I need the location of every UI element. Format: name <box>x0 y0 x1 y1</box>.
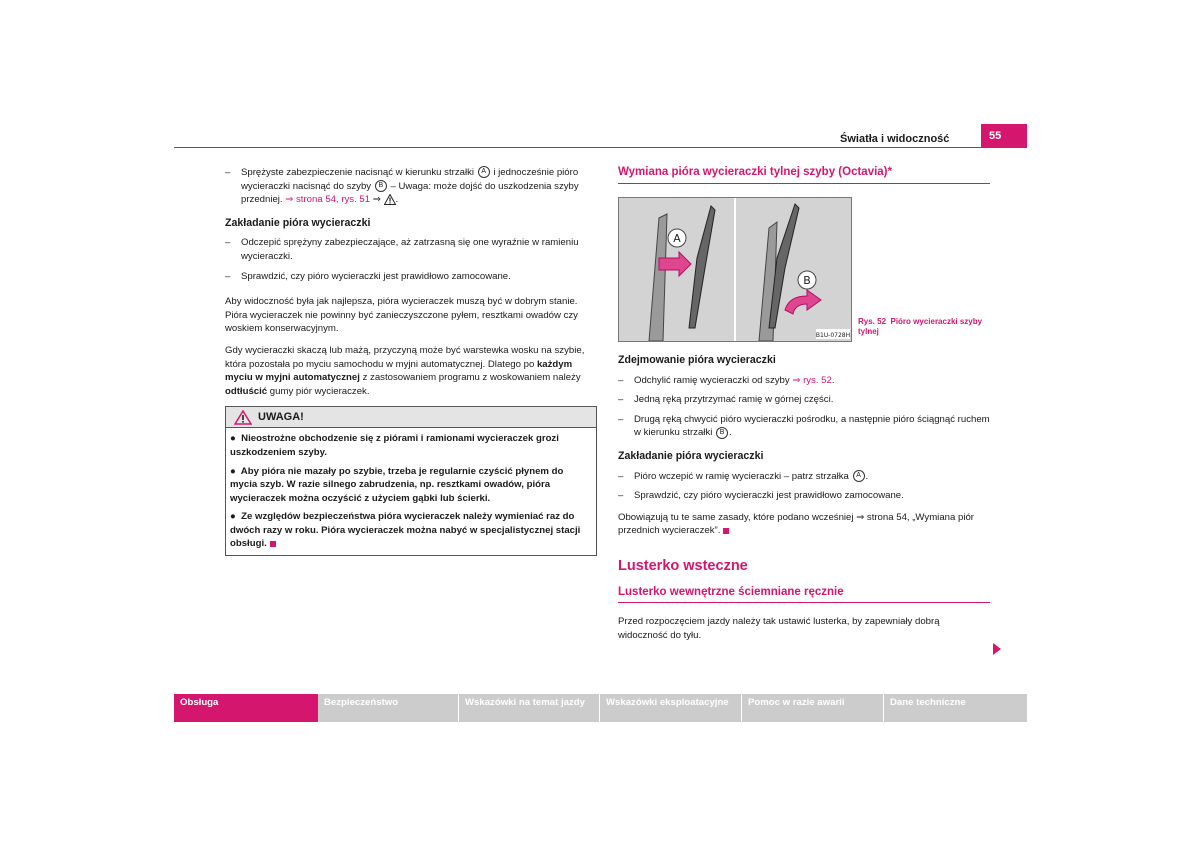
figure-caption <box>858 317 998 337</box>
wiper-illustration <box>619 198 851 341</box>
text: i jednocześnie pióro wycieraczki nacisnąć do szyby <box>241 167 579 192</box>
left-column <box>225 166 597 556</box>
warning-item: ● Ze względów bezpieczeństwa pióra wycieraczek należy wymieniać raz do dwóch razy w roku. Pióra wycieraczek można nabyć w specjalistycznej stacji obsługi. <box>230 511 581 550</box>
text: gumy piór wycieraczek. <box>269 385 370 397</box>
paragraph: Przed rozpoczęciem jazdy należy tak ustawić lusterka, by zapewniały dobrą widoczność do tyłu. <box>618 616 940 641</box>
footer-tab-pomoc[interactable]: Pomoc w razie awarii <box>742 694 883 722</box>
header-rule <box>174 147 1027 148</box>
end-marker <box>723 528 729 534</box>
caption-number: Rys. 52 <box>858 317 887 326</box>
text: Drugą ręką chwycić pióro wycieraczki pośrodku, a następnie pióro ściągnąć ruchem w kierunku strzałki <box>634 413 990 439</box>
footer-tab-bezpieczenstwo[interactable]: Bezpieczeństwo <box>318 694 458 722</box>
figure-code: B1U-0728H <box>815 332 851 339</box>
paragraph <box>225 344 597 398</box>
list-item: – Drugą ręką chwycić pióro wycieraczki pośrodku, a następnie pióro ściągnąć ruchem w kierunku strzałki B . <box>618 413 990 440</box>
text: Gdy wycieraczki skaczą lub mażą, przyczyną może być warstewka wosku na szybie, która pozostała po myciu samochodu w myjni automatycznej. Dlatego po <box>225 344 585 370</box>
warning-triangle-icon <box>234 410 252 425</box>
text: Odchylić ramię wycieraczki od szyby <box>634 374 790 386</box>
section-heading: Zdejmowanie pióra wycieraczki <box>618 354 776 366</box>
footer-tab-wskazowki-jazdy[interactable]: Wskazówki na temat jazdy <box>459 694 599 722</box>
warning-body <box>226 428 596 555</box>
footer-tab-dane-techniczne[interactable]: Dane techniczne <box>884 694 1027 722</box>
text: Sprężyste zabezpieczenie nacisnąć w kierunku strzałki <box>241 167 475 178</box>
list-item: – Sprawdzić, czy pióro wycieraczki jest prawidłowo zamocowane. <box>618 489 990 503</box>
footer-tab-wskazowki-eksploatacyjne[interactable]: Wskazówki eksploatacyjne <box>600 694 741 722</box>
marker-a: A <box>853 470 865 482</box>
text: Pióro wczepić w ramię wycieraczki – patrz strzałka <box>634 470 849 482</box>
section-heading: Zakładanie pióra wycieraczki <box>225 216 371 229</box>
list-item: – Odchylić ramię wycieraczki od szyby ⇒ rys. 52. <box>618 374 990 388</box>
paragraph <box>618 511 990 538</box>
warning-item: ● Aby pióra nie mazały po szybie, trzeba je regularnie czyścić płynem do mycia szyb. W razie silnego zabrudzenia, np. resztkami owadów, pióra wycieraczek można oczyścić z użyciem gąbki lub ścierki. <box>230 465 564 504</box>
cross-reference-link[interactable]: ⇒ strona 54, rys. 51 <box>285 194 371 206</box>
warning-box <box>225 406 597 556</box>
caption-text: Pióro wycieraczki szyby tylnej <box>858 317 983 336</box>
list-item: – Jedną ręką przytrzymać ramię w górnej części. <box>618 393 990 407</box>
list-item: – Sprawdzić, czy pióro wycieraczki jest prawidłowo zamocowane. <box>225 270 597 284</box>
callout-b: B <box>803 274 811 287</box>
section-heading: Zakładanie pióra wycieraczki <box>618 449 764 462</box>
footer-tab-obsluga[interactable]: Obsługa <box>174 694 318 722</box>
list-item: – Odczepić sprężyny zabezpieczające, aż zatrzasną się one wyraźnie w ramieniu wycieraczki. <box>225 236 597 263</box>
section-title: Lusterko wewnętrzne ściemniane ręcznie <box>618 586 990 604</box>
end-marker <box>270 541 276 547</box>
text: Nieostrożne obchodzenie się z piórami i ramionami wycieraczek grozi uszkodzeniem szyby. <box>230 433 559 458</box>
text: ⇒ <box>372 194 381 206</box>
cross-reference-link[interactable]: ⇒ rys. 52 <box>792 374 832 386</box>
text: Aby pióra nie mazały po szybie, trzeba je regularnie czyścić płynem do mycia szyb. W razie silnego zabrudzenia, np. resztkami owadów, pióra wycieraczek można oczyścić z użyciem gąbki lub ścierki. <box>230 465 564 504</box>
page-number: 55 <box>981 124 1027 148</box>
right-column <box>618 166 990 184</box>
bold-text: każdym myciu w myjni automatycznej <box>225 358 573 384</box>
section-title: Wymiana pióra wycieraczki tylnej szyby (Octavia)* <box>618 166 990 184</box>
list-item: – Pióro wczepić w ramię wycieraczki – patrz strzałka A . <box>618 470 990 484</box>
running-header: Światła i widoczność <box>840 133 950 145</box>
bold-text: odtłuścić <box>225 385 268 397</box>
list-item: – Sprężyste zabezpieczenie nacisnąć w kierunku strzałki A i jednocześnie pióro wycieraczki nacisnąć do szyby B – Uwaga: może dojść do uszkodzenia szyby przedniej. ⇒ strona 54, rys. 51 ⇒ . <box>225 166 597 207</box>
text: Obowiązują tu te same zasady, które podano wcześniej ⇒ strona 54, „Wymiana piór przednich wycieraczek”. <box>618 511 974 537</box>
paragraph: Aby widoczność była jak najlepsza, pióra wycieraczek muszą być w dobrym stanie. Pióra wycieraczek nie powinny być zanieczyszczone pyłem, resztkami owadów czy woskiem konserwacyjnym. <box>225 296 578 335</box>
warning-title: UWAGA! <box>258 411 304 424</box>
marker-b: B <box>375 180 387 192</box>
callout-a: A <box>673 232 681 245</box>
warning-item: ● Nieostrożne obchodzenie się z piórami i ramionami wycieraczek grozi uszkodzeniem szyby. <box>230 433 559 458</box>
chapter-title: Lusterko wsteczne <box>618 557 748 574</box>
text: Ze względów bezpieczeństwa pióra wycieraczek należy wymieniać raz do dwóch razy w roku. Pióra wycieraczek można nabyć w specjalistycznej stacji obsługi. <box>230 511 581 550</box>
text: – Uwaga: może dojść do uszkodzenia szyby przedniej. <box>241 180 579 206</box>
marker-a: A <box>478 166 490 178</box>
figure-52 <box>618 197 852 342</box>
warning-header <box>226 407 596 428</box>
text: z zastosowaniem programu z woskowaniem należy <box>362 372 581 384</box>
continue-arrow-icon <box>993 643 1001 655</box>
warning-triangle-icon <box>384 194 396 205</box>
marker-b: B <box>716 427 728 439</box>
right-column-body <box>618 350 990 650</box>
